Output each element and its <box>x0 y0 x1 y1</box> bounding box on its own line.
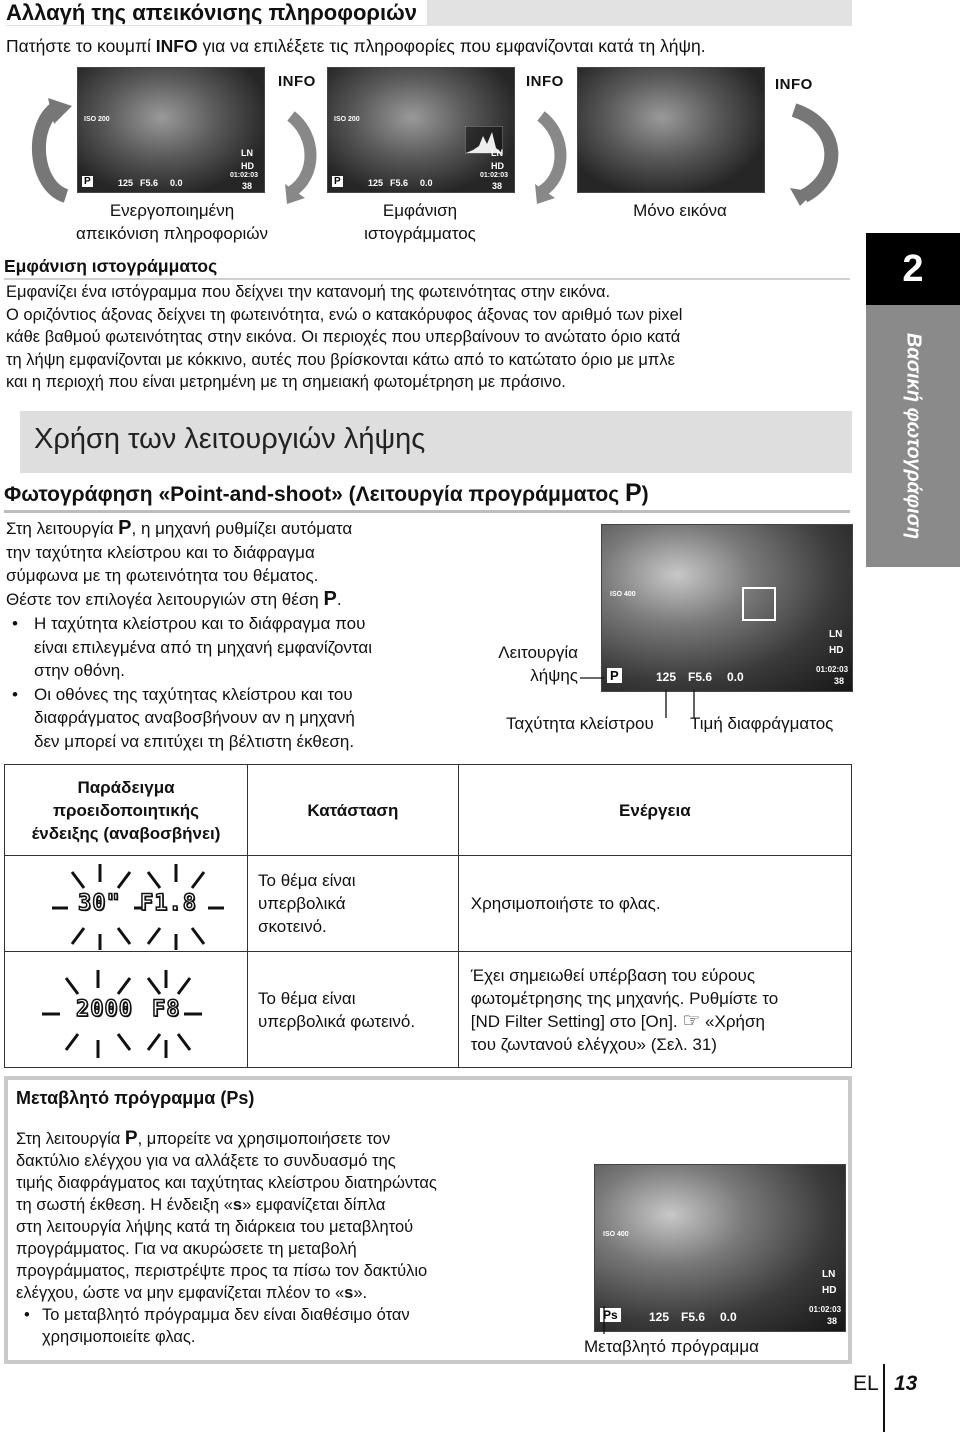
mode-p-glyph: P <box>124 1128 138 1149</box>
pas-heading <box>4 478 850 513</box>
chapter-number-tab: 2 <box>866 233 960 305</box>
text-line: Η ταχύτητα κλείστρου και το διάφραγμα που <box>34 614 366 633</box>
hd-readout: HD <box>491 161 504 171</box>
quality-readout: LN <box>241 148 253 158</box>
info-intro <box>6 35 706 58</box>
text-line: την ταχύτητα κλείστρου και το διάφραγμα <box>6 542 315 562</box>
screen-histogram <box>327 67 515 193</box>
exposure-readout: 0.0 <box>727 670 744 684</box>
text-part: , μπορείτε να χρησιμοποιήσετε τον <box>137 1130 391 1148</box>
text-line: κάθε βαθμού φωτεινότητας στην εικόνα. Οι περιοχές που υπερβαίνουν το ανώτατο όριο κατά <box>6 328 681 346</box>
program-shift-box <box>4 1076 852 1364</box>
warning-example-dark <box>5 856 248 952</box>
label-shooting-mode <box>480 642 578 687</box>
mode-readout: P <box>84 176 91 187</box>
text-part: . <box>336 589 342 609</box>
bullet-dot-icon: • <box>24 1306 30 1324</box>
text-part: , η μηχανή ρυθμίζει αυτόματα <box>131 519 353 538</box>
text-line: προγράμματος. Για να ακυρώσετε τη μεταβολή <box>16 1240 357 1258</box>
mode-ps-glyph: Ps <box>226 1088 249 1108</box>
warning-example-bright <box>5 952 248 1068</box>
table-header-example <box>5 765 248 856</box>
shots-readout: 38 <box>827 1316 838 1326</box>
info-button-label: INFO <box>155 36 198 56</box>
text-part: [ND Filter Setting] στο [On]. <box>470 1011 683 1031</box>
footer-lang: EL <box>853 1372 879 1395</box>
chapter-title-text: Βασική φωτογράφιση <box>902 332 925 540</box>
text-part: ) <box>248 1088 255 1108</box>
text-part: τη σωστή έκθεση. Η ένδειξη « <box>16 1196 233 1214</box>
shots-readout: 38 <box>492 181 503 191</box>
pas-heading-end: ) <box>641 483 649 506</box>
text-part: Μεταβλητό πρόγραμμα ( <box>16 1088 227 1108</box>
text-line: σύμφωνα με τη φωτεινότητα του θέματος. <box>6 566 319 585</box>
text-line: υπερβολικά φωτεινό. <box>258 1011 416 1031</box>
hd-readout: HD <box>241 161 254 171</box>
text-line: υπερβολικά <box>258 894 346 913</box>
text-part: Στη λειτουργία <box>16 1130 125 1148</box>
text-line: Εμφανίζει ένα ιστόγραμμα που δείχνει την κατανομή της φωτεινότητας στην εικόνα. <box>6 283 611 301</box>
cycle-arrow-right-icon <box>790 96 850 206</box>
table-row <box>5 856 852 952</box>
caption-histogram <box>310 200 530 245</box>
section-band-shooting <box>20 411 852 473</box>
caption-line: Μόνο εικόνα <box>633 201 727 220</box>
exposure-readout: 0.0 <box>720 1310 737 1324</box>
histogram-description <box>6 281 852 394</box>
leader-line <box>594 1306 624 1336</box>
text-line: φωτομέτρησης της μηχανής. Ρυθμίστε το <box>470 988 779 1008</box>
text-line: στη λειτουργία λήψης κατά τη διάρκεια του μεταβλητού <box>16 1218 414 1236</box>
shutter-readout: 125 <box>118 178 134 188</box>
iso-readout: ISO 400 <box>603 1231 629 1238</box>
mode-readout: Ps <box>600 1308 621 1322</box>
shift-s-glyph: s <box>344 1284 354 1302</box>
warning-table <box>4 764 852 1068</box>
caption-info-on <box>64 200 280 245</box>
lcd-shutter-warning: 30" <box>78 890 121 916</box>
blink-rays-icon <box>6 858 246 950</box>
bullet-item <box>6 683 466 754</box>
label-aperture-value: Τιμή διαφράγματος <box>690 714 834 733</box>
cycle-arrow-left-icon <box>26 96 76 206</box>
pas-body <box>6 517 466 611</box>
screen-info-on <box>77 67 265 193</box>
lcd-aperture-warning: F1.8 <box>140 890 197 916</box>
pas-heading-text: Φωτογράφηση «Point-and-shoot» (Λειτουργία προγράμματος <box>4 483 625 506</box>
text-line: Χρησιμοποιήστε το φλας. <box>470 894 661 913</box>
info-label-2: INFO <box>526 73 564 90</box>
intro-text-pre: Πατήστε το κουμπί <box>6 36 156 56</box>
text-line: του ζωντανού ελέγχου» (Σελ. 31) <box>470 1034 717 1054</box>
text-part: Στη λειτουργία <box>6 519 119 538</box>
caption-line: Ενεργοποιημένη <box>109 201 235 220</box>
iso-readout: ISO 200 <box>84 116 110 123</box>
section-title-text: Αλλαγή της απεικόνισης πληροφοριών <box>6 0 427 25</box>
program-shift-heading <box>16 1088 254 1109</box>
text-part: ελέγχου, ώστε να μην εμφανίζεται πλέον το « <box>16 1284 345 1302</box>
text-line: χρησιμοποιείτε φλας. <box>42 1328 196 1346</box>
text-part: ». <box>353 1284 368 1302</box>
program-shift-body <box>16 1128 576 1348</box>
quality-readout: LN <box>829 629 843 640</box>
screen-image-only <box>577 67 765 193</box>
text-line: δεν μπορεί να επιτύχει τη βέλτιστη έκθεση. <box>34 731 355 751</box>
mode-p-glyph: P <box>323 587 337 610</box>
exposure-readout: 0.0 <box>420 178 433 188</box>
text-line: διαφράγματος αναβοσβήνουν αν η μηχανή <box>34 708 355 727</box>
chapter-title-tab <box>866 305 960 567</box>
bullet-item <box>16 1304 576 1348</box>
iso-readout: ISO 200 <box>334 116 360 123</box>
shift-s-glyph: s <box>232 1196 243 1214</box>
text-line: προγράμματος, περιστρέψτε προς τα πίσω τον δακτύλιο <box>16 1262 428 1280</box>
page-number: 13 <box>894 1372 918 1395</box>
aperture-readout: F5.6 <box>688 670 713 684</box>
label-shutter-speed: Ταχύτητα κλείστρου <box>506 714 654 733</box>
bullet-item <box>6 612 466 683</box>
exposure-readout: 0.0 <box>170 178 183 188</box>
action-cell <box>458 856 851 952</box>
text-part: » εμφανίζεται δίπλα <box>242 1196 386 1214</box>
time-readout: 01:02:03 <box>816 665 849 674</box>
caption-image-only <box>580 200 780 223</box>
af-target-frame <box>742 587 776 621</box>
text-line: και η περιοχή που είναι μετρημένη με τη σημειακή φωτομέτρηση με πράσινο. <box>6 373 566 391</box>
hd-readout: HD <box>822 1285 837 1296</box>
text-line: Λειτουργία <box>498 643 578 662</box>
screen-program-shift <box>594 1164 846 1332</box>
lcd-shutter-warning: 2000 <box>76 996 133 1022</box>
pas-bullets <box>6 612 466 753</box>
condition-cell <box>248 952 459 1068</box>
shutter-readout: 125 <box>649 1310 670 1324</box>
text-line: Έχει σημειωθεί υπέρβαση του εύρους <box>470 965 756 985</box>
text-line: δακτύλιο ελέγχου για να αλλάξετε το συνδυασμό της <box>16 1152 396 1170</box>
mode-readout: P <box>607 668 622 683</box>
table-header-row <box>5 765 852 856</box>
program-shift-caption: Μεταβλητό πρόγραμμα <box>584 1337 759 1356</box>
bullet-dot-icon: • <box>12 684 18 704</box>
quality-readout: LN <box>491 148 503 158</box>
caption-line: απεικόνιση πληροφοριών <box>75 223 269 243</box>
mode-p-glyph: P <box>118 517 132 539</box>
section-title-shooting: Χρήση των λειτουργιών λήψης <box>34 423 426 455</box>
shutter-readout: 125 <box>368 178 384 188</box>
lcd-aperture-warning: F8 <box>152 996 181 1022</box>
table-header-condition: Κατάσταση <box>248 765 459 856</box>
shots-readout: 38 <box>834 676 845 686</box>
text-line: Το θέμα είναι <box>258 988 356 1008</box>
quality-readout: LN <box>822 1269 836 1280</box>
bullet-dot-icon: • <box>12 614 18 633</box>
text-line: ένδειξης (αναβοσβήνει) <box>31 823 221 843</box>
text-line: στην οθόνη. <box>34 661 125 680</box>
text-line: τιμής διαφράγματος και ταχύτητας κλείστρου διατηρώντας <box>16 1174 437 1192</box>
mode-readout: P <box>334 176 341 187</box>
text-line: Το μεταβλητό πρόγραμμα δεν είναι διαθέσιμο όταν <box>42 1306 410 1324</box>
info-label-1: INFO <box>278 73 316 90</box>
leader-lines <box>574 660 864 720</box>
aperture-readout: F5.6 <box>140 178 159 188</box>
text-part: Θέστε τον επιλογέα λειτουργιών στη θέση <box>6 589 324 609</box>
text-line: σκοτεινό. <box>258 917 327 936</box>
info-label-3: INFO <box>775 76 813 93</box>
caption-line: Εμφάνιση <box>382 201 458 220</box>
section-title-info-display <box>6 0 852 26</box>
text-line: τη λήψη εμφανίζονται με κόκκινο, αυτές που βρίσκονται κάτω από το κατώτατο όριο με μπλε <box>6 350 675 369</box>
text-line: Το θέμα είναι <box>258 871 356 890</box>
text-line: λήψης <box>530 665 578 685</box>
hd-readout: HD <box>829 645 844 656</box>
cycle-arrow-mid1-icon <box>285 96 325 206</box>
iso-readout: ISO 400 <box>610 591 636 598</box>
text-line: είναι επιλεγμένα από τη μηχανή εμφανίζονται <box>34 637 373 657</box>
text-line: προειδοποιητικής <box>53 800 199 820</box>
time-readout: 01:02:03 <box>480 172 509 179</box>
shots-readout: 38 <box>242 181 253 191</box>
cycle-arrow-mid2-icon <box>535 96 575 206</box>
footer-divider <box>883 1364 885 1432</box>
mode-p-glyph: P <box>624 479 642 507</box>
table-header-action: Ενέργεια <box>458 765 851 856</box>
intro-text-post: για να επιλέξετε τις πληροφορίες που εμφανίζονται κατά τη λήψη. <box>197 36 706 56</box>
reference-hand-icon: ☞ <box>682 1009 701 1032</box>
time-readout: 01:02:03 <box>230 172 259 179</box>
text-line: Ο οριζόντιος άξονας δείχνει τη φωτεινότητα, ενώ ο κατακόρυφος άξονας τον αριθμό των pixel <box>6 305 683 324</box>
text-part: «Χρήση <box>705 1011 765 1031</box>
text-line: Παράδειγμα <box>77 777 175 797</box>
table-row <box>5 952 852 1068</box>
aperture-readout: F5.6 <box>390 178 409 188</box>
shutter-readout: 125 <box>656 670 677 684</box>
histogram-heading: Εμφάνιση ιστογράμματος <box>4 254 850 280</box>
text-line: Οι οθόνες της ταχύτητας κλείστρου και του <box>34 684 353 704</box>
caption-line: ιστογράμματος <box>364 223 476 243</box>
time-readout: 01:02:03 <box>809 1305 842 1314</box>
action-cell <box>458 952 851 1068</box>
condition-cell <box>248 856 459 952</box>
aperture-readout: F5.6 <box>681 1310 706 1324</box>
